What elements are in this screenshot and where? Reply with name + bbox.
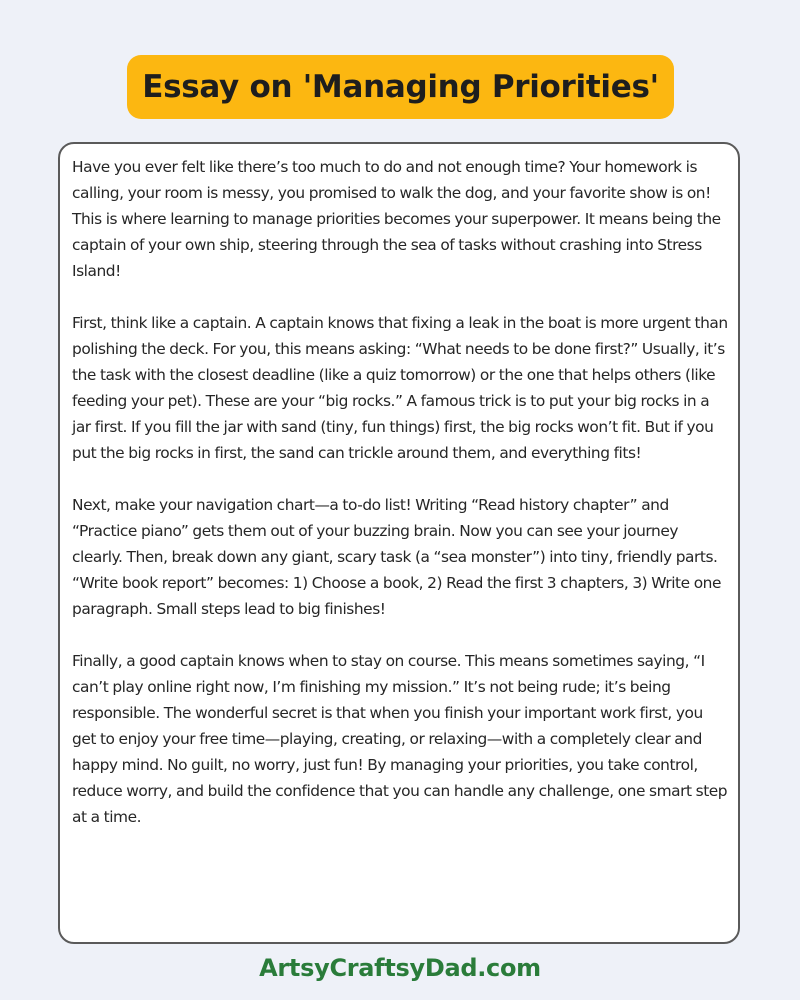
essay-card bbox=[58, 142, 740, 944]
page-title: Essay on 'Managing Priorities' bbox=[142, 69, 659, 105]
essay-paragraph-1: Have you ever felt like there’s too much to do and not enough time? Your homework is calling, your room is messy, you promised to walk the dog, and your favorite show is on! This is where learning to manage priorities becomes your superpower. It means being the captain of your own ship, steering through the sea of tasks without crashing into Stress Island! bbox=[72, 158, 721, 280]
footer-brand: ArtsyCraftsyDad.com bbox=[259, 954, 541, 982]
essay-paragraph-2: First, think like a captain. A captain knows that fixing a leak in the boat is more urgent than polishing the deck. For you, this means asking: “What needs to be done first?” Usually, it’s the task with the closest deadline (like a quiz tomorrow) or the one that helps others (like feeding your pet). These are your “big rocks.” A famous trick is to put your big rocks in a jar first. If you fill the jar with sand (tiny, fun things) first, the big rocks won’t fit. But if you put the big rocks in first, the sand can trickle around them, and everything fits! bbox=[72, 314, 728, 462]
essay-paragraph-4: Finally, a good captain knows when to stay on course. This means sometimes saying, “I can’t play online right now, I’m finishing my mission.” It’s not being rude; it’s being responsible. The wonderful secret is that when you finish your important work first, you get to enjoy your free time—playing, creating, or relaxing—with a completely clear and happy mind. No guilt, no worry, just fun! By managing your priorities, you take control, reduce worry, and build the confidence that you can handle any challenge, one smart step at a time. bbox=[72, 652, 728, 826]
essay-paragraph-3: Next, make your navigation chart—a to-do list! Writing “Read history chapter” and “Practice piano” gets them out of your buzzing brain. Now you can see your journey clearly. Then, break down any giant, scary task (a “sea monster”) into tiny, friendly parts. “Write book report” becomes: 1) Choose a book, 2) Read the first 3 chapters, 3) Write one paragraph. Small steps lead to big finishes! bbox=[72, 496, 721, 618]
title-badge bbox=[127, 55, 674, 119]
